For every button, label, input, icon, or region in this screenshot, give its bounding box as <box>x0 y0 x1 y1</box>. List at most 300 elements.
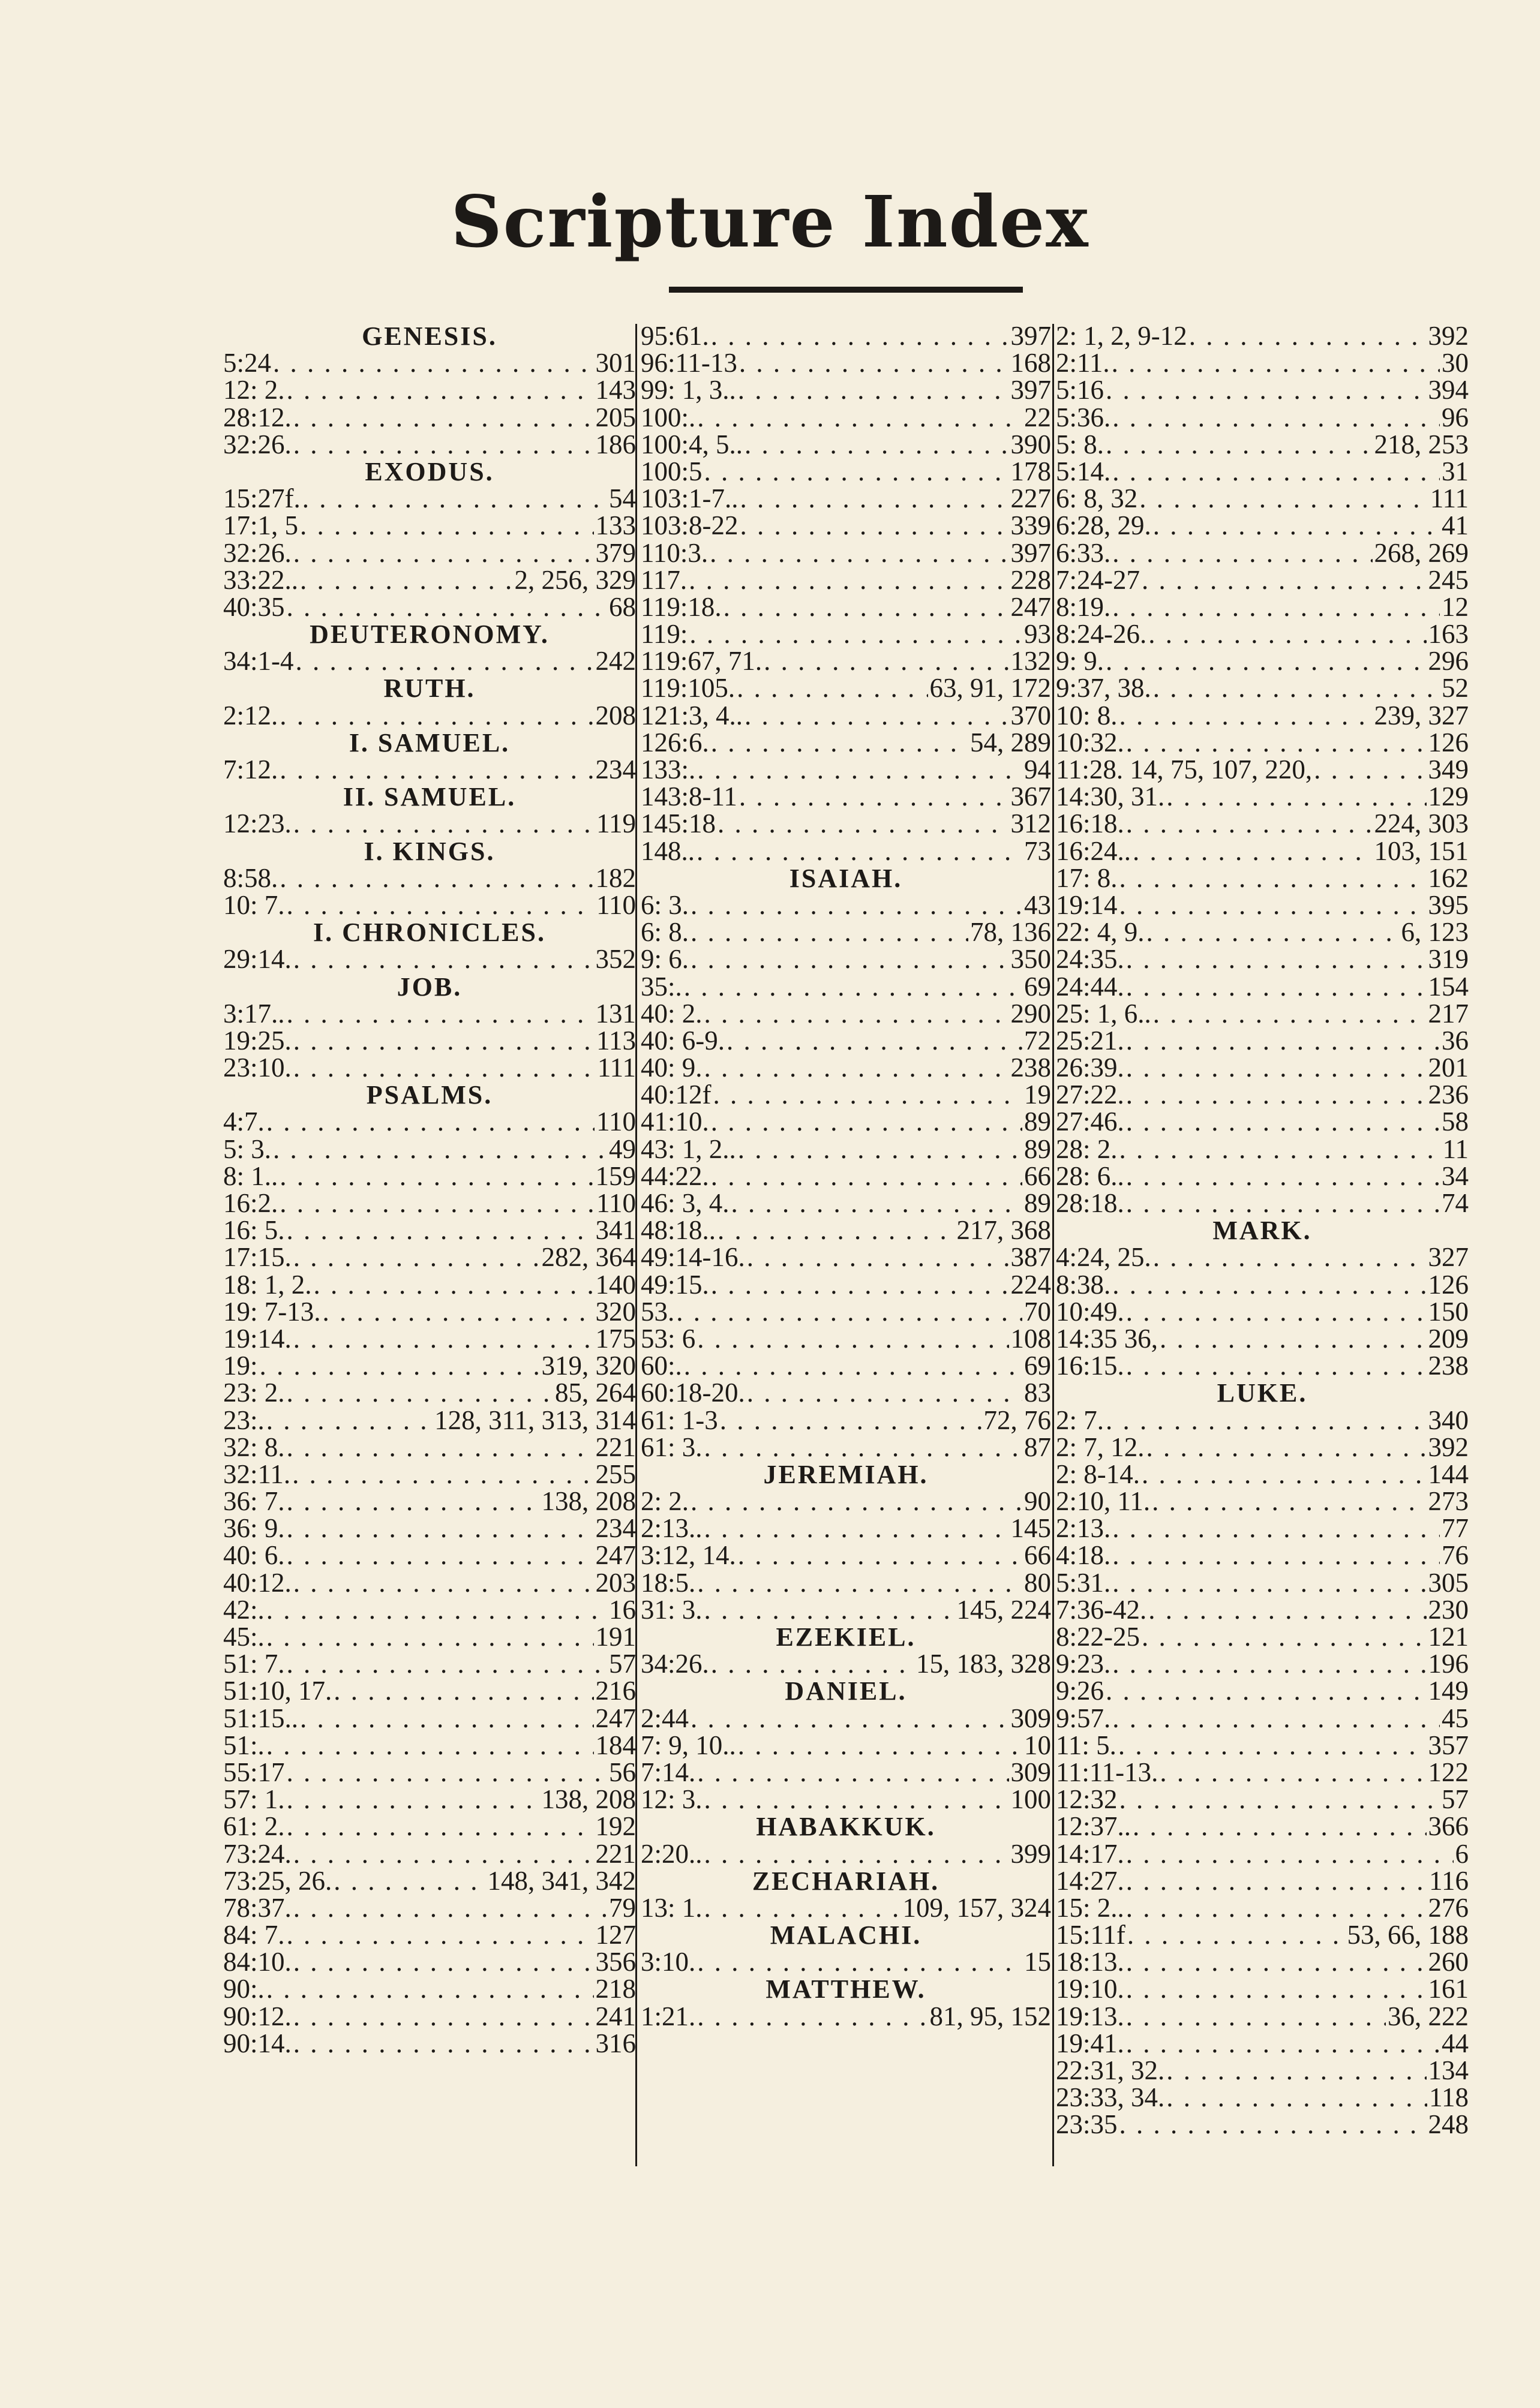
index-entry <box>641 350 1051 377</box>
dot-leader <box>1106 377 1426 404</box>
verse-reference: 8:24-26. <box>1056 621 1147 648</box>
index-entry <box>223 1407 636 1434</box>
verse-reference: 2: 7, 12. <box>1056 1433 1145 1461</box>
dot-leader <box>704 1895 901 1922</box>
dot-leader <box>1126 1352 1427 1379</box>
page-numbers: 36 <box>1442 1027 1469 1055</box>
index-entry <box>223 1488 636 1515</box>
page-numbers: 66 <box>1024 1162 1051 1190</box>
index-entry <box>641 458 1051 485</box>
dot-leader <box>287 1000 594 1027</box>
verse-reference: 10: 7. <box>223 891 285 919</box>
page-numbers: 119 <box>596 810 636 838</box>
index-entry <box>223 1542 636 1569</box>
verse-reference: 10:32. <box>1056 729 1124 756</box>
page-numbers: 234 <box>595 756 636 784</box>
dot-leader <box>1119 2111 1427 2138</box>
verse-reference: 15:11f <box>1056 1922 1125 1949</box>
verse-reference: 6: 3. <box>641 891 689 919</box>
dot-leader <box>684 1352 1022 1379</box>
dot-leader <box>704 1000 1009 1027</box>
dot-leader <box>718 810 1008 837</box>
page-numbers: 111 <box>597 1054 636 1082</box>
page-numbers: 305 <box>1428 1569 1469 1597</box>
dot-leader <box>287 1786 540 1813</box>
index-entry <box>1056 1624 1469 1651</box>
dot-leader <box>711 1108 1022 1135</box>
dot-leader <box>266 1108 595 1135</box>
index-entry <box>223 1895 636 1922</box>
verse-reference: 40: 2. <box>641 1000 703 1027</box>
page-numbers: 224, 303 <box>1374 810 1469 838</box>
index-entry <box>641 783 1051 810</box>
page-numbers: 248 <box>1428 2111 1469 2139</box>
page-numbers: 83 <box>1024 1379 1051 1407</box>
page-numbers: 217, 368 <box>956 1217 1051 1244</box>
page-numbers: 2, 256, 329 <box>514 566 636 594</box>
verse-reference: 16:15. <box>1056 1352 1124 1380</box>
verse-reference: 51:10, 17. <box>223 1678 332 1705</box>
index-entry <box>641 1136 1051 1163</box>
page-numbers: 312 <box>1010 810 1051 838</box>
dot-leader <box>287 1217 594 1244</box>
index-entry <box>223 1027 636 1054</box>
page-numbers: 296 <box>1428 648 1469 675</box>
verse-reference: 31: 3. <box>641 1596 703 1624</box>
index-column-3 <box>1056 323 1469 2139</box>
dot-leader <box>697 2003 927 2030</box>
index-entry <box>641 1542 1051 1569</box>
page-numbers: 397 <box>1010 539 1051 567</box>
dot-leader <box>697 838 1022 865</box>
page-numbers: 145 <box>1010 1515 1051 1543</box>
page-numbers: 94 <box>1024 756 1051 784</box>
page-numbers: 76 <box>1442 1542 1469 1570</box>
index-entry <box>1056 621 1469 648</box>
dot-leader <box>745 702 1008 729</box>
verse-reference: 26:39. <box>1056 1054 1124 1082</box>
page-numbers: 379 <box>595 539 636 567</box>
verse-reference: 11: 5. <box>1056 1731 1116 1759</box>
page-numbers: 127 <box>595 1922 636 1949</box>
dot-leader <box>1126 810 1373 837</box>
dot-leader <box>1112 1542 1440 1569</box>
page-numbers: 234 <box>595 1515 636 1543</box>
index-entry <box>223 594 636 621</box>
verse-reference: 61: 1-3 <box>641 1406 718 1434</box>
index-entry <box>1056 1813 1469 1840</box>
dot-leader <box>1146 1434 1427 1461</box>
verse-reference: 2:11. <box>1056 350 1110 377</box>
page-numbers: 100 <box>1010 1786 1051 1814</box>
page-numbers: 89 <box>1024 1190 1051 1217</box>
page-numbers: 182 <box>595 864 636 892</box>
dot-leader <box>697 1759 1008 1786</box>
index-entry <box>1056 485 1469 512</box>
page-numbers: 52 <box>1442 675 1469 702</box>
dot-leader <box>1112 458 1440 485</box>
dot-leader <box>287 1488 540 1515</box>
verse-reference: 14:17. <box>1056 1840 1124 1868</box>
dot-leader <box>1127 1922 1346 1949</box>
dot-leader <box>1126 1027 1440 1054</box>
page-numbers: 138, 208 <box>541 1786 636 1814</box>
dot-leader <box>1152 1488 1426 1515</box>
dot-leader <box>1153 1244 1427 1271</box>
index-entry <box>1056 1461 1469 1488</box>
index-entry <box>641 540 1051 567</box>
index-entry <box>641 1895 1051 1922</box>
verse-reference: 35:. <box>641 973 682 1000</box>
verse-reference: 51:15.. <box>223 1704 299 1732</box>
book-heading: II. SAMUEL. <box>343 782 517 812</box>
page-numbers: 218, 253 <box>1374 431 1469 458</box>
dot-leader <box>738 377 1009 404</box>
index-entry <box>641 1759 1051 1786</box>
page-numbers: 138, 208 <box>541 1488 636 1516</box>
index-entry <box>641 1217 1051 1244</box>
page-numbers: 309 <box>1010 1758 1051 1787</box>
verse-reference: 19:10. <box>1056 1976 1124 2003</box>
verse-reference: 23:33, 34. <box>1056 2084 1165 2112</box>
dot-leader <box>287 1379 553 1406</box>
dot-leader <box>1160 1759 1426 1786</box>
book-heading: I. KINGS. <box>364 836 496 866</box>
dot-leader <box>1153 512 1440 539</box>
index-entry <box>641 729 1051 756</box>
dot-leader <box>323 1298 594 1325</box>
index-entry <box>1056 1895 1469 1922</box>
verse-reference: 3:17.. <box>223 1000 285 1027</box>
index-entry <box>1056 1488 1469 1515</box>
verse-reference: 60:. <box>641 1352 682 1380</box>
verse-reference: 23:10. <box>223 1054 292 1082</box>
page-numbers: 81, 95, 152 <box>929 2003 1051 2030</box>
dot-leader <box>691 892 1022 919</box>
page-numbers: 31 <box>1442 458 1469 486</box>
page-numbers: 56 <box>609 1758 636 1787</box>
verse-reference: 2:13. <box>1056 1515 1111 1543</box>
dot-leader <box>287 1813 594 1840</box>
index-entry <box>641 1488 1051 1515</box>
page-numbers: 395 <box>1428 891 1469 919</box>
verse-reference: 12:32 <box>1056 1786 1118 1814</box>
page-numbers: 145, 224 <box>956 1596 1051 1624</box>
index-entry <box>223 1949 636 1976</box>
verse-reference: 9: 6. <box>641 946 689 973</box>
page-numbers: 43 <box>1024 891 1051 919</box>
dot-leader <box>704 1841 1009 1868</box>
verse-reference: 73:25, 26. <box>223 1867 332 1895</box>
page-numbers: 161 <box>1428 1976 1469 2003</box>
page-numbers: 370 <box>1010 702 1051 729</box>
page-numbers: 70 <box>1024 1298 1051 1325</box>
verse-reference: 18:5. <box>641 1569 696 1597</box>
dot-leader <box>704 1786 1009 1813</box>
index-entry <box>1056 1542 1469 1569</box>
verse-reference: 90:14. <box>223 2030 292 2057</box>
index-entry <box>1056 2003 1469 2030</box>
page-numbers: 41 <box>1442 512 1469 540</box>
index-entry <box>223 1434 636 1461</box>
page-numbers: 327 <box>1428 1244 1469 1271</box>
dot-leader <box>1126 1163 1440 1190</box>
dot-leader <box>1126 1108 1440 1135</box>
verse-reference: 32:26. <box>223 539 292 567</box>
book-heading: EXODUS. <box>365 456 494 486</box>
page-numbers: 268, 269 <box>1374 539 1469 567</box>
index-entry <box>1056 512 1469 539</box>
index-entry <box>1056 783 1469 810</box>
page-numbers: 282, 364 <box>541 1244 636 1271</box>
dot-leader <box>691 1705 1008 1732</box>
page-numbers: 113 <box>596 1027 636 1055</box>
verse-reference: 41:10. <box>641 1108 709 1136</box>
dot-leader <box>293 946 594 973</box>
page-numbers: 116 <box>1429 1867 1469 1895</box>
page-numbers: 73 <box>1024 837 1051 865</box>
index-entry <box>223 1570 636 1597</box>
verse-reference: 16:18. <box>1056 810 1124 838</box>
index-entry <box>1056 1705 1469 1732</box>
index-entry <box>223 865 636 892</box>
dot-leader <box>1126 1895 1427 1922</box>
page-numbers: 239, 327 <box>1374 702 1469 729</box>
verse-reference: 103:8-22 <box>641 512 739 540</box>
index-entry <box>1056 1786 1469 1813</box>
verse-reference: 27:46. <box>1056 1108 1124 1136</box>
title-rule <box>669 287 1023 293</box>
verse-reference: 7: 9, 10.. <box>641 1731 736 1759</box>
verse-reference: 40: 9. <box>641 1054 703 1082</box>
verse-reference: 2:10, 11. <box>1056 1488 1151 1516</box>
index-entry <box>1056 431 1469 458</box>
page-numbers: 260 <box>1428 1949 1469 1976</box>
index-entry <box>1056 458 1469 485</box>
index-entry <box>1056 1597 1469 1624</box>
index-entry <box>223 485 636 512</box>
verse-reference: 7:14. <box>641 1758 696 1787</box>
dot-leader <box>1112 1271 1426 1298</box>
dot-leader <box>300 1705 593 1732</box>
book-heading: MARK. <box>1212 1216 1312 1246</box>
dot-leader <box>293 1054 596 1081</box>
verse-reference: 119:67, 71. <box>641 648 763 675</box>
verse-reference: 3:10. <box>641 1949 696 1976</box>
page-numbers: 236 <box>1428 1081 1469 1109</box>
verse-reference: 15: 2.. <box>1056 1894 1124 1922</box>
verse-reference: 29:14. <box>223 946 292 973</box>
index-entry <box>1056 540 1469 567</box>
dot-leader <box>1166 783 1426 810</box>
verse-reference: 17:15. <box>223 1244 292 1271</box>
page-numbers: 162 <box>1428 864 1469 892</box>
dot-leader <box>697 404 1022 431</box>
verse-reference: 49:15. <box>641 1271 709 1298</box>
page-numbers: 245 <box>1428 566 1469 594</box>
page-numbers: 238 <box>1428 1352 1469 1380</box>
verse-reference: 99: 1, 3.. <box>641 377 736 404</box>
verse-reference: 12:37.. <box>1056 1813 1131 1841</box>
verse-reference: 100:4, 5.. <box>641 431 743 458</box>
dot-leader <box>711 729 968 756</box>
verse-reference: 90:. <box>223 1976 265 2003</box>
index-entry <box>1056 1759 1469 1786</box>
dot-leader <box>287 1542 594 1569</box>
index-entry <box>1056 1976 1469 2003</box>
index-entry <box>641 892 1051 919</box>
dot-leader <box>296 648 594 675</box>
verse-reference: 12:23. <box>223 810 292 838</box>
page-numbers: 178 <box>1010 458 1051 486</box>
index-entry <box>223 1379 636 1406</box>
verse-reference: 6:33. <box>1056 539 1111 567</box>
page-numbers: 221 <box>595 1840 636 1868</box>
dot-leader <box>704 1434 1022 1461</box>
index-entry <box>223 810 636 837</box>
dot-leader <box>293 1570 594 1597</box>
verse-reference: 9:26 <box>1056 1678 1104 1705</box>
index-entry <box>223 1000 636 1027</box>
index-entry <box>223 2003 636 2030</box>
page-numbers: 69 <box>1024 1352 1051 1380</box>
dot-leader <box>1112 540 1372 567</box>
dot-leader <box>302 485 607 512</box>
index-column-1 <box>223 323 636 2057</box>
index-entry <box>641 756 1051 783</box>
page-numbers: 10 <box>1024 1731 1051 1759</box>
page-numbers: 168 <box>1010 350 1051 377</box>
page-numbers: 89 <box>1024 1108 1051 1136</box>
verse-reference: 2: 2. <box>641 1488 689 1516</box>
verse-reference: 2:12. <box>223 702 278 729</box>
dot-leader <box>287 1759 607 1786</box>
verse-reference: 40: 6. <box>223 1542 285 1570</box>
dot-leader <box>293 1895 607 1922</box>
verse-reference: 57: 1. <box>223 1786 285 1814</box>
verse-reference: 40:12f <box>641 1081 712 1109</box>
index-entry <box>1056 892 1469 919</box>
dot-leader <box>293 431 594 458</box>
page-numbers: 191 <box>595 1624 636 1651</box>
page-numbers: 319 <box>1428 946 1469 973</box>
page-numbers: 68 <box>609 593 636 621</box>
page-numbers: 357 <box>1428 1731 1469 1759</box>
page-numbers: 111 <box>1430 485 1469 513</box>
verse-reference: 33:22.. <box>223 566 299 594</box>
verse-reference: 148.. <box>641 837 695 865</box>
verse-reference: 46: 3, 4. <box>641 1190 730 1217</box>
dot-leader <box>266 1732 594 1759</box>
index-entry <box>641 1407 1051 1434</box>
verse-reference: 5:36. <box>1056 404 1111 431</box>
page-title: Scripture Index <box>451 180 1089 263</box>
verse-reference: 14:27. <box>1056 1867 1124 1895</box>
dot-leader <box>293 1949 594 1976</box>
dot-leader <box>738 1136 1022 1163</box>
verse-reference: 12: 2. <box>223 377 285 404</box>
page-numbers: 208 <box>595 702 636 729</box>
page-numbers: 399 <box>1010 1840 1051 1868</box>
verse-reference: 18:13. <box>1056 1949 1124 1976</box>
page-numbers: 121 <box>1428 1624 1469 1651</box>
page-numbers: 228 <box>1010 566 1051 594</box>
page-numbers: 218 <box>595 1976 636 2003</box>
dot-leader <box>738 1542 1022 1569</box>
page-numbers: 34 <box>1442 1162 1469 1190</box>
index-entry <box>223 756 636 783</box>
dot-leader <box>740 512 1009 539</box>
page-numbers: 350 <box>1010 946 1051 973</box>
index-entry <box>223 1271 636 1298</box>
index-entry <box>641 1244 1051 1271</box>
verse-reference: 32: 8. <box>223 1433 285 1461</box>
dot-leader <box>280 1190 595 1217</box>
verse-reference: 51: 7. <box>223 1651 285 1678</box>
verse-reference: 6: 8, 32 <box>1056 485 1138 513</box>
dot-leader <box>747 1244 1009 1271</box>
index-entry <box>641 1379 1051 1406</box>
page-numbers: 316 <box>595 2030 636 2057</box>
index-entry <box>641 1515 1051 1542</box>
page-numbers: 397 <box>1010 377 1051 404</box>
verse-reference: 95:61. <box>641 323 709 350</box>
dot-leader <box>713 1081 1023 1108</box>
book-heading: LUKE. <box>1217 1378 1308 1408</box>
page-numbers: 89 <box>1024 1135 1051 1163</box>
index-entry <box>1056 865 1469 892</box>
index-entry <box>641 919 1051 946</box>
index-entry <box>1056 1136 1469 1163</box>
dot-leader <box>1142 1624 1427 1651</box>
page-numbers: 366 <box>1428 1813 1469 1841</box>
dot-leader <box>266 1976 594 2003</box>
verse-reference: 13: 1. <box>641 1894 703 1922</box>
verse-reference: 1:21. <box>641 2003 696 2030</box>
dot-leader <box>1126 1976 1427 2003</box>
verse-reference: 16: 5. <box>223 1217 285 1244</box>
page-numbers: 77 <box>1442 1515 1469 1543</box>
page-numbers: 85, 264 <box>555 1379 636 1407</box>
page-numbers: 15, 183, 328 <box>916 1651 1051 1678</box>
page-numbers: 69 <box>1024 973 1051 1000</box>
dot-leader <box>314 1271 594 1298</box>
index-entry <box>223 648 636 675</box>
index-entry <box>641 702 1051 729</box>
dot-leader <box>287 594 607 621</box>
index-entry <box>641 567 1051 594</box>
dot-leader <box>1153 675 1440 702</box>
index-entry <box>223 1786 636 1813</box>
page-numbers: 118 <box>1429 2084 1469 2112</box>
index-entry <box>223 1108 636 1135</box>
page-numbers: 96 <box>1442 404 1469 431</box>
verse-reference: 8:38. <box>1056 1271 1111 1298</box>
page-numbers: 159 <box>595 1162 636 1190</box>
dot-leader <box>704 1054 1009 1081</box>
index-entry <box>1056 1651 1469 1678</box>
dot-leader <box>1166 2057 1426 2084</box>
verse-reference: 51:. <box>223 1731 265 1759</box>
verse-reference: 2:20.. <box>641 1840 703 1868</box>
index-entry <box>1056 2057 1469 2084</box>
index-entry <box>641 377 1051 404</box>
dot-leader <box>1126 2003 1386 2030</box>
verse-reference: 61: 3. <box>641 1433 703 1461</box>
dot-leader <box>1106 648 1426 675</box>
dot-leader <box>684 973 1022 1000</box>
verse-reference: 16:24.. <box>1056 837 1131 865</box>
